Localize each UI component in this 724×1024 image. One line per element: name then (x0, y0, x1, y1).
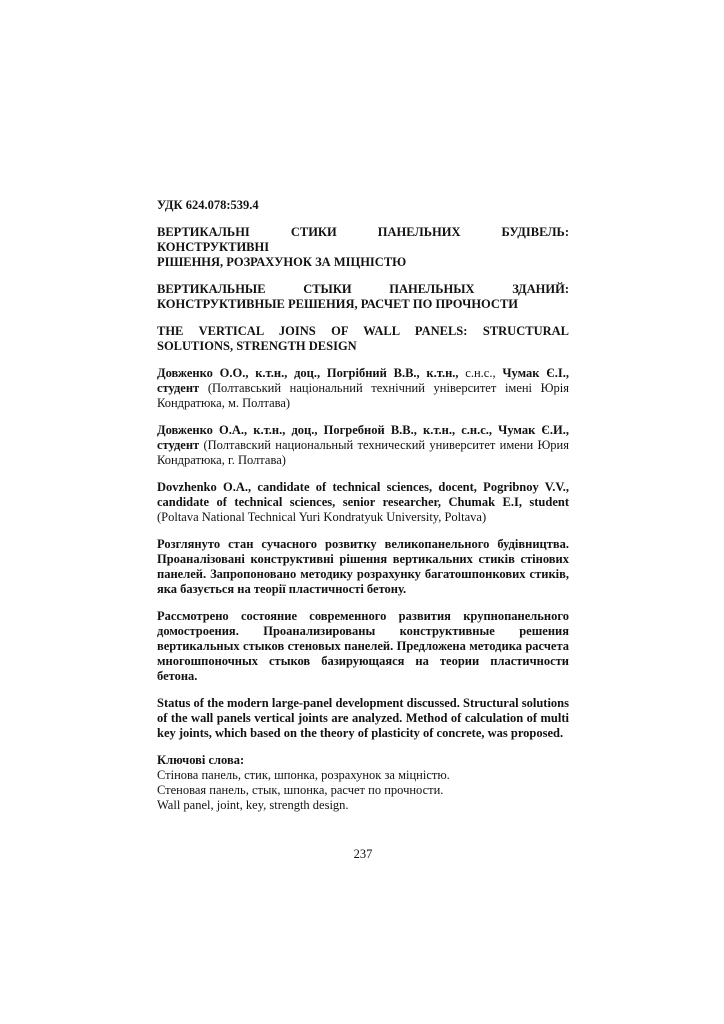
authors-ru-names: Довженко О.А., к.т.н., доц., Погребной В.В., к.т.н., с.н.с., Чумак Є.И., студент (157, 423, 569, 452)
title-en (157, 324, 569, 354)
title-ua (157, 225, 569, 270)
title-ru-line2: КОНСТРУКТИВНЫЕ РЕШЕНИЯ, РАСЧЕТ ПО ПРОЧНОСТИ (157, 297, 518, 311)
title-ua-line2: РІШЕННЯ, РОЗРАХУНОК ЗА МІЦНІСТЮ (157, 255, 407, 269)
title-en-line2: SOLUTIONS, STRENGTH DESIGN (157, 339, 357, 353)
keywords-en: Wall panel, joint, key, strength design. (157, 798, 349, 812)
keywords-header: Ключові слова: (157, 753, 245, 767)
keywords-block (157, 753, 569, 813)
page-content (157, 198, 569, 862)
keywords-ru: Стеновая панель, стык, шпонка, расчет по прочности. (157, 783, 444, 797)
title-ru (157, 282, 569, 312)
title-ua-line1: ВЕРТИКАЛЬНІ СТИКИ ПАНЕЛЬНИХ БУДІВЕЛЬ: КОНСТРУКТИВНІ (157, 225, 569, 254)
authors-ua-degree: с.н.с., (458, 366, 503, 380)
abstract-ua: Розглянуто стан сучасного розвитку великопанельного будівництва. Проаналізовані конструктивні рішення вертикальних стиків стінових панелей. Запропоновано методику розрахунку багатошпонкових стиків, яка базується на теорії пластичності бетону. (157, 537, 569, 596)
udc-line: УДК 624.078:539.4 (157, 198, 259, 212)
authors-ru-affiliation: (Полтавский национальный технический университет имени Юрия Кондратюка, г. Полтава) (157, 438, 569, 467)
title-en-line1: THE VERTICAL JOINS OF WALL PANELS: STRUCTURAL (157, 324, 569, 338)
authors-ua-affiliation: (Полтавський національний технічний університет імені Юрія Кондратюка, м. Полтава) (157, 381, 569, 410)
abstract-ru: Рассмотрено состояние современного развития крупнопанельного домостроения. Проанализированы конструктивные решения вертикальных стыков стеновых панелей. Предложена методика расчета многошпоночных стыков базирующаяся на теории пластичности бетона. (157, 609, 569, 683)
authors-ru (157, 423, 569, 468)
authors-ua-names-2: Чумак Є.І., студент (157, 366, 569, 395)
keywords-ua: Стінова панель, стик, шпонка, розрахунок за міцністю. (157, 768, 450, 782)
authors-en-names: Dovzhenko O.A., candidate of technical sciences, docent, Pogribnoy V.V., candidate of technical sciences, senior researcher, Chumak E.I, student (157, 480, 569, 509)
abstract-en: Status of the modern large-panel development discussed. Structural solutions of the wall panels vertical joints are analyzed. Method of calculation of multi key joints, which based on the theory of plasticity of concrete, was proposed. (157, 696, 569, 740)
page-number: 237 (353, 847, 373, 861)
authors-en (157, 480, 569, 525)
authors-ua (157, 366, 569, 411)
title-ru-line1: ВЕРТИКАЛЬНЫЕ СТЫКИ ПАНЕЛЬНЫХ ЗДАНИЙ: (157, 282, 569, 296)
authors-en-affiliation: (Poltava National Technical Yuri Kondratyuk University, Poltava) (157, 510, 487, 524)
authors-ua-names-1: Довженко О.О., к.т.н., доц., Погрібний В.В., к.т.н., (157, 366, 459, 380)
